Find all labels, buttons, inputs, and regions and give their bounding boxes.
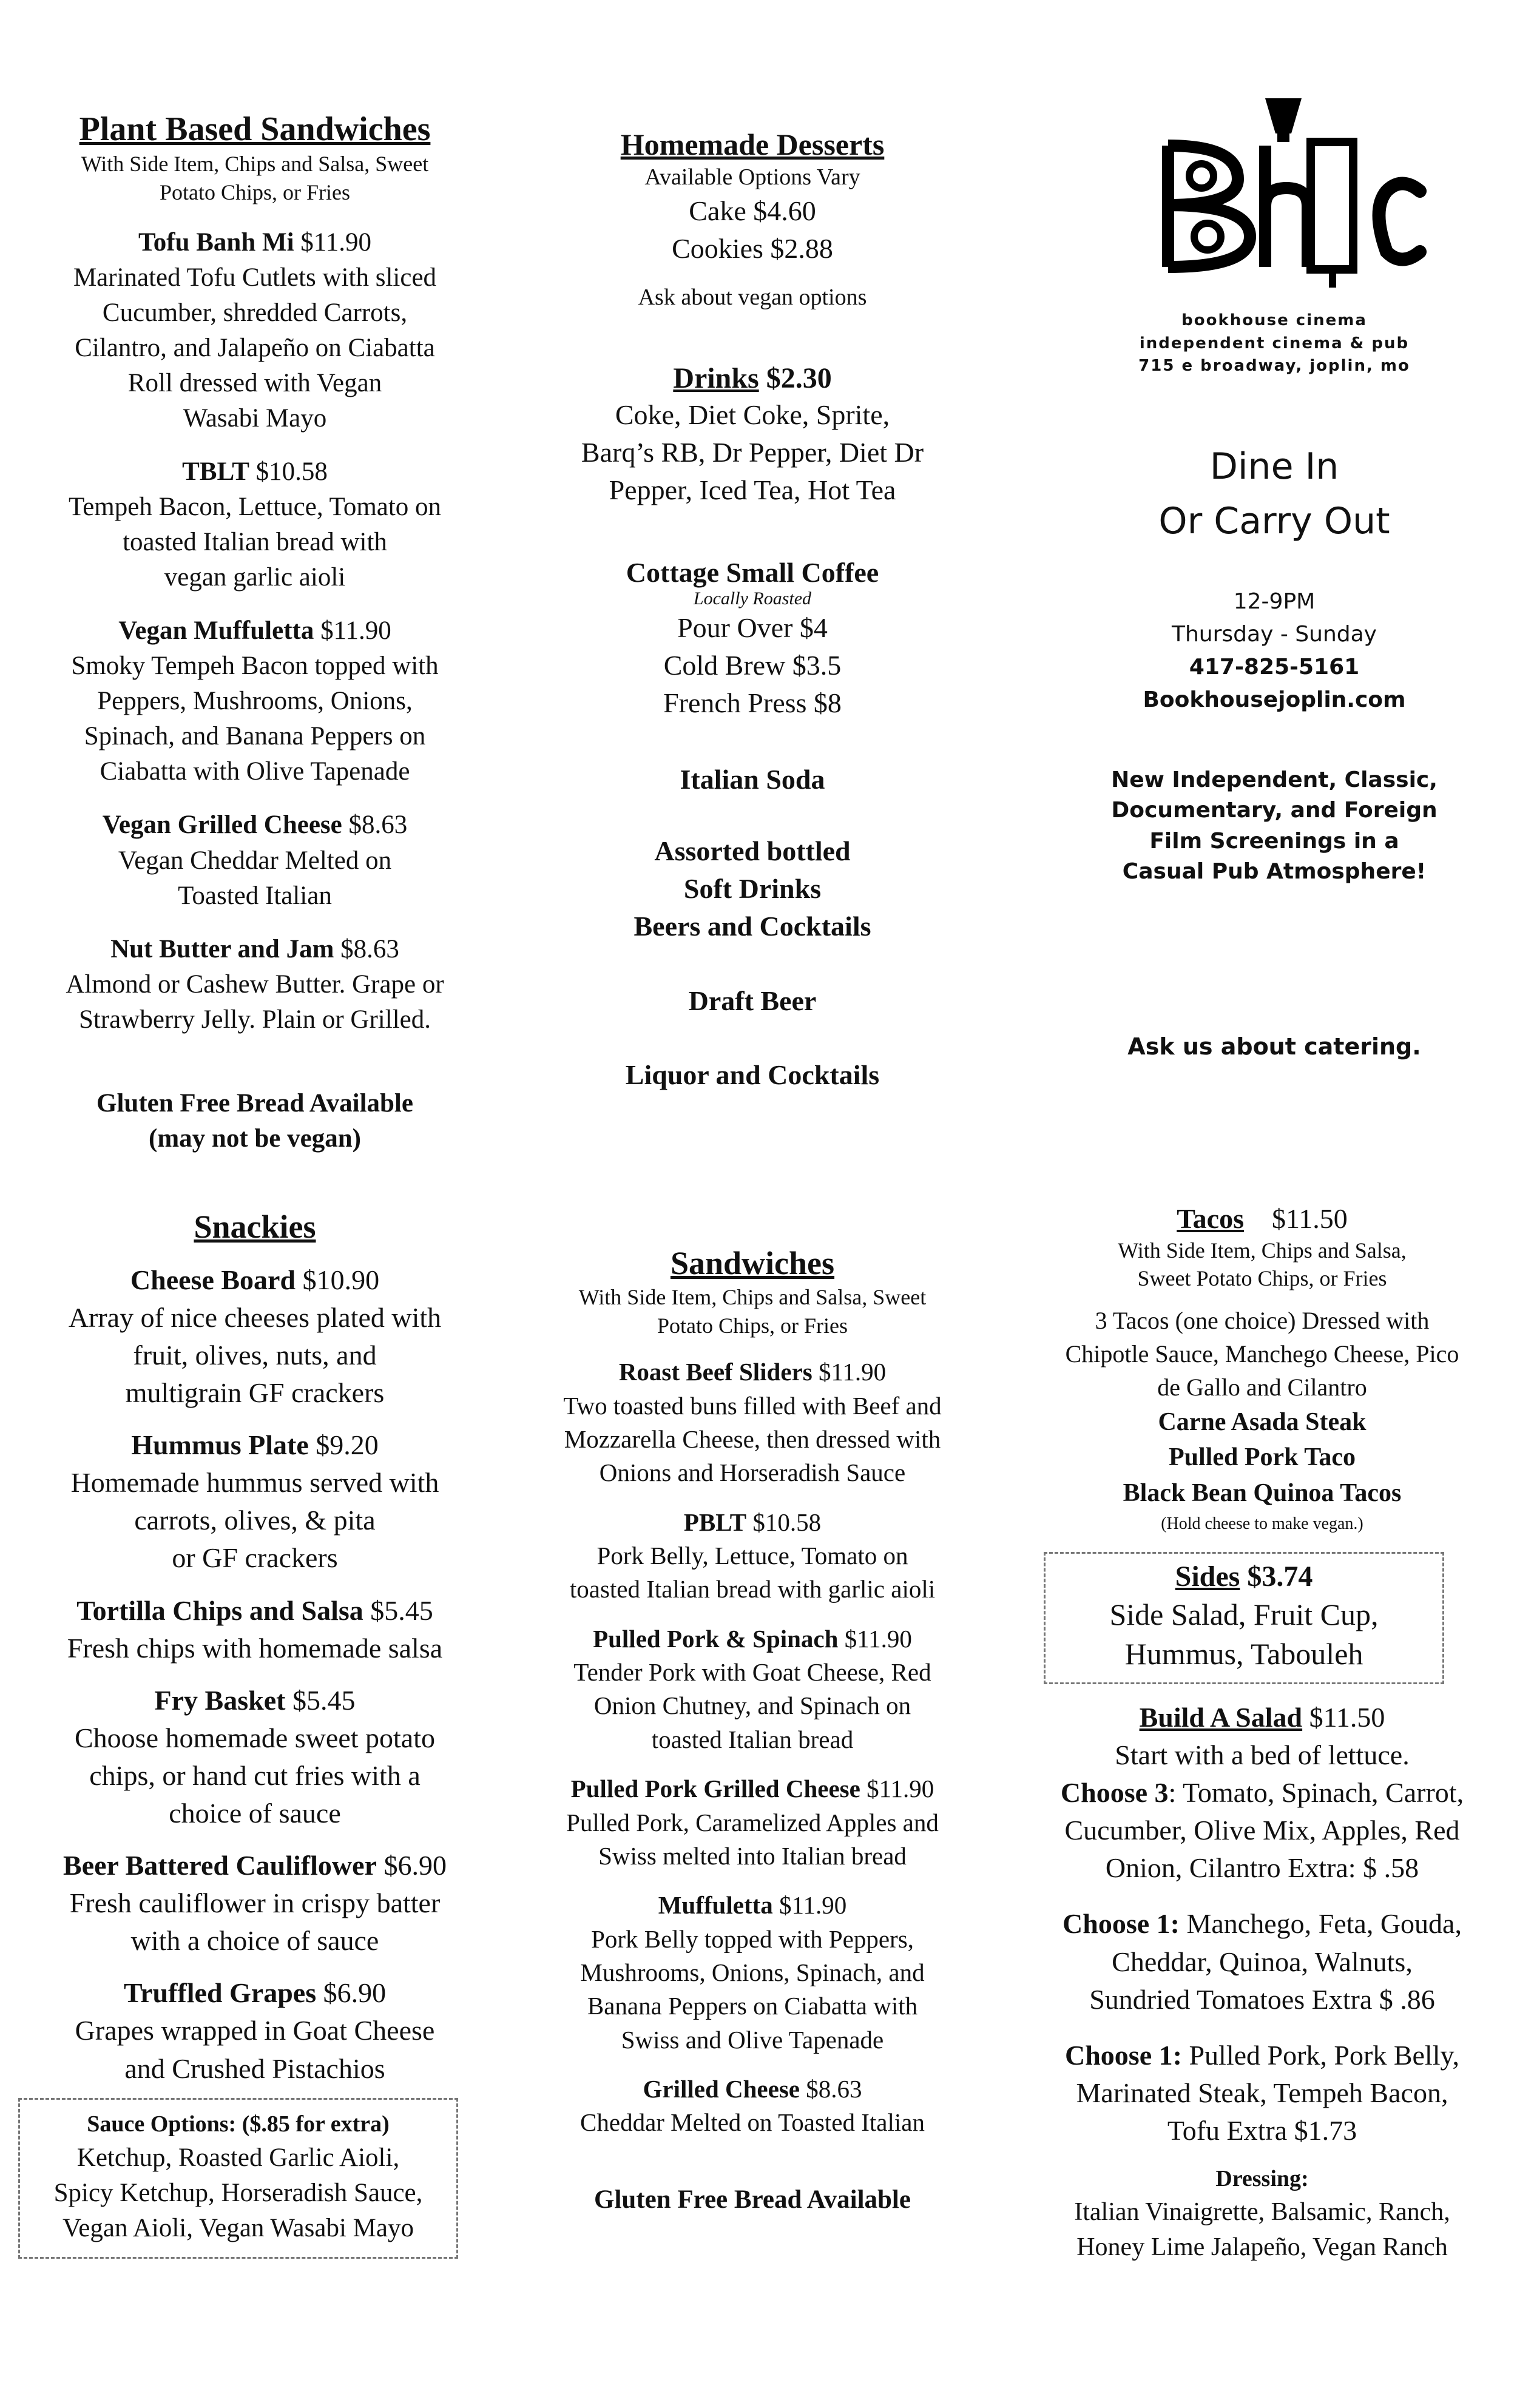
website: Bookhousejoplin.com [1143,687,1406,713]
tacos-note: (Hold cheese to make vegan.) [1161,1514,1363,1534]
sandwich-item-heading [513,1772,992,1806]
snack-item-name: Beer Battered Cauliflower [63,1850,377,1881]
sandwiches-section [513,1244,992,2217]
dressing-line-2: Honey Lime Jalapeño, Vegan Ranch [1076,2233,1448,2262]
plant-item-name: Tofu Banh Mi [138,228,294,257]
assorted-line-1: Assorted bottled [654,835,851,867]
plant-item-heading [24,613,485,649]
sandwich-item-desc-line: Mushrooms, Onions, Spinach, and [580,1958,925,1986]
salad-choose3-line-3: Onion, Cilantro Extra: $ .58 [1105,1852,1419,1884]
plant-title: Plant Based Sandwiches [79,110,431,148]
plant-item-heading [24,454,485,490]
plant-item-price: $8.63 [340,934,399,963]
plant-item [24,225,485,436]
salad-choose3-line-2: Cucumber, Olive Mix, Apples, Red [1064,1815,1460,1846]
salad-price: $11.50 [1309,1702,1385,1733]
sandwich-item-desc-line: Cheddar Melted on Toasted Italian [580,2108,925,2137]
plant-item-price: $8.63 [348,811,408,840]
plant-item-heading [24,932,485,967]
liquor-cocktails: Liquor and Cocktails [625,1059,880,1090]
sandwich-item-desc-line: Tender Pork with Goat Cheese, Red [573,1658,931,1687]
snack-item-price: $5.45 [370,1594,433,1626]
plant-item [24,808,485,913]
sandwich-item-desc-line: Pulled Pork, Caramelized Apples and [566,1808,939,1836]
sandwich-item [513,1355,992,1489]
coffee-pour-over: Pour Over $4 [677,612,828,643]
plant-item-desc-line: Peppers, Mushrooms, Onions, [97,687,413,716]
salad-choose1b-text: Pulled Pork, Pork Belly, [1181,2039,1459,2071]
drinks-line-1: Coke, Diet Coke, Sprite, [615,399,890,430]
tagline [1032,765,1517,888]
snack-item-desc-line: Fresh cauliflower in crispy batter [69,1887,441,1919]
plant-item-heading [24,808,485,843]
snack-item-desc-line: choice of sauce [169,1798,341,1829]
sandwich-item-name: Roast Beef Sliders [618,1358,813,1386]
sandwich-item-desc-line: Mozzarella Cheese, then dressed with [564,1425,941,1454]
desserts-subtitle: Available Options Vary [644,164,860,190]
snack-item [24,1974,485,2087]
sandwich-item-desc-line: Pork Belly topped with Peppers, [591,1924,914,1953]
snack-item-heading [24,1261,485,1299]
salad-choose1b-line-3: Tofu Extra $1.73 [1167,2114,1357,2146]
sandwich-item-price: $11.90 [844,1624,912,1653]
plant-item-desc-line: Smoky Tempeh Bacon topped with [71,652,439,681]
sandwich-item-desc-line: toasted Italian bread with garlic aioli [569,1575,936,1604]
sandwich-item-heading [513,1355,992,1389]
snack-item-heading [24,1592,485,1630]
plant-item-price: $10.58 [255,457,328,487]
sandwich-item [513,1506,992,1607]
salad-choose1b-line-1 [1019,2037,1505,2074]
plant-item-desc-line: Cilantro, and Jalapeño on Ciabatta [75,333,435,362]
plant-item-name: Vegan Muffuletta [118,616,314,646]
snack-item-price: $5.45 [292,1684,356,1716]
plant-gf-line-2: (may not be vegan) [149,1124,361,1153]
carry-out: Or Carry Out [1158,500,1390,543]
desserts-note: Ask about vegan options [638,284,867,310]
salad-choose3-text: : Tomato, Spinach, Carrot, [1168,1777,1464,1809]
snack-item-name: Truffled Grapes [123,1977,317,2009]
dine-in: Dine In [1209,445,1339,488]
italian-soda: Italian Soda [680,764,825,795]
desserts-title: Homemade Desserts [620,127,885,161]
sides-box [1044,1552,1444,1684]
tagline-line-2: Documentary, and Foreign [1111,798,1438,823]
sandwich-item-heading [513,1506,992,1539]
plant-gf-line-1: Gluten Free Bread Available [96,1088,413,1118]
sandwich-item-desc-line: Banana Peppers on Ciabatta with [587,1992,918,2020]
drinks-price: $2.30 [766,362,832,394]
brand-line-2: independent cinema & pub [1139,334,1410,352]
tacos-subtitle-2: Sweet Potato Chips, or Fries [1137,1266,1387,1291]
taco-option-1: Carne Asada Steak [1158,1408,1367,1436]
assorted-line-3: Beers and Cocktails [633,911,871,942]
salad-choose1a-line-3: Sundried Tomatoes Extra $ .86 [1089,1983,1435,2015]
salad-choose1a-label: Choose 1: [1063,1908,1180,1940]
salad-heading [1019,1699,1505,1736]
tacos-subtitle-1: With Side Item, Chips and Salsa, [1118,1238,1407,1263]
sides-line-2: Hummus, Tabouleh [1124,1637,1363,1671]
sandwich-item [513,1772,992,1873]
salad-choose3-line-1 [1019,1774,1505,1812]
plant-item-name: Nut Butter and Jam [110,934,334,963]
sandwich-item-heading [513,1622,992,1656]
sauce-options-box [18,2098,458,2259]
tacos-heading [1019,1201,1505,1236]
plant-item-desc-line: Ciabatta with Olive Tapenade [100,757,410,786]
plant-item [24,454,485,595]
plant-item-desc-line: Toasted Italian [178,881,332,910]
taco-option-3: Black Bean Quinoa Tacos [1123,1479,1402,1508]
drinks-heading [534,361,971,396]
snack-items [24,1261,485,2088]
sandwich-item [513,1622,992,1756]
snack-item-desc-line: Fresh chips with homemade salsa [67,1632,443,1664]
draft-beer: Draft Beer [688,985,817,1016]
snack-item-desc-line: multigrain GF crackers [125,1377,385,1409]
plant-item-desc-line: Strawberry Jelly. Plain or Grilled. [79,1005,431,1034]
drinks-title: Drinks [673,362,759,394]
plant-section [24,109,485,1156]
snack-item-desc-line: Array of nice cheeses plated with [68,1301,442,1333]
plant-item-desc-line: vegan garlic aioli [164,563,346,592]
days: Thursday - Sunday [1172,622,1377,647]
plant-item-desc-line: Roll dressed with Vegan [127,368,382,397]
plant-item-name: Vegan Grilled Cheese [102,811,342,840]
plant-item-heading [24,225,485,260]
sandwich-item-price: $11.90 [779,1891,847,1920]
snackies-section [24,1207,485,2088]
catering-note: Ask us about catering. [1127,1033,1421,1060]
sandwich-item-name: Pulled Pork & Spinach [593,1624,839,1653]
assorted-line-2: Soft Drinks [683,873,822,905]
brand-line-3: 715 e broadway, joplin, mo [1138,357,1410,376]
drinks-column [534,126,971,1094]
snack-item-desc-line: and Crushed Pistachios [124,2052,385,2084]
salad-choose3-label: Choose 3 [1060,1777,1169,1809]
sandwich-item-heading [513,2072,992,2106]
plant-item [24,613,485,789]
sandwiches-gf-note: Gluten Free Bread Available [594,2185,911,2214]
snack-item-desc-line: Homemade hummus served with [70,1467,439,1499]
sides-line-1: Side Salad, Fruit Cup, [1109,1597,1379,1631]
snack-item-desc-line: Grapes wrapped in Goat Cheese [75,2015,435,2046]
plant-item-desc-line: Marinated Tofu Cutlets with sliced [73,263,437,292]
plant-gf-note [24,1086,485,1156]
coffee-cold-brew: Cold Brew $3.5 [663,649,842,681]
snack-item-desc-line: or GF crackers [172,1542,338,1574]
sandwich-item-desc-line: Onions and Horseradish Sauce [599,1459,906,1487]
sandwich-item-desc-line: Pork Belly, Lettuce, Tomato on [596,1542,908,1570]
snack-item-heading [24,1426,485,1464]
dressing-line-1: Italian Vinaigrette, Balsamic, Ranch, [1074,2198,1450,2227]
brand-line-1: bookhouse cinema [1181,311,1367,329]
salad-choose1a-text: Manchego, Feta, Gouda, [1179,1908,1462,1940]
snack-item-desc-line: fruit, olives, nuts, and [133,1339,377,1371]
sandwich-item-price: $11.90 [818,1358,887,1386]
snack-item-desc-line: with a choice of sauce [130,1925,379,1957]
salad-choose1a-line-1 [1019,1905,1505,1943]
plant-item-desc-line: Cucumber, shredded Carrots, [102,298,408,327]
coffee-subtitle: Locally Roasted [693,588,812,609]
snack-item [24,1682,485,1832]
snack-item-desc-line: Choose homemade sweet potato [74,1722,436,1753]
salad-choose1b-line-2: Marinated Steak, Tempeh Bacon, [1076,2077,1448,2108]
sauce-line-1: Ketchup, Roasted Garlic Aioli, [76,2143,400,2173]
plant-item-desc-line: Almond or Cashew Butter. Grape or [66,970,444,999]
plant-item-desc-line: Spinach, and Banana Peppers on [84,722,426,751]
coffee-french-press: French Press $8 [663,687,842,719]
snack-item-price: $6.90 [383,1850,447,1881]
sandwich-item-name: PBLT [683,1508,747,1536]
salad-title: Build A Salad [1139,1702,1303,1733]
plant-item-price: $11.90 [320,616,391,646]
dessert-cake: Cake $4.60 [689,195,816,227]
sandwiches-title: Sandwiches [670,1245,835,1281]
snack-item-price: $9.20 [316,1429,379,1461]
tacos-title: Tacos [1177,1203,1244,1234]
coffee-title: Cottage Small Coffee [626,556,879,588]
sauce-line-2: Spicy Ketchup, Horseradish Sauce, [53,2179,423,2208]
tacos-section [1019,1201,1505,1537]
snack-item-heading [24,1974,485,2012]
snack-item-heading [24,1847,485,1884]
sandwich-item-price: $11.90 [867,1775,934,1803]
snack-item [24,1847,485,1960]
phone: 417-825-5161 [1189,655,1360,680]
hours: 12-9PM [1233,589,1316,615]
salad-choose1a-line-2: Cheddar, Quinoa, Walnuts, [1112,1946,1413,1977]
sauce-options-title: Sauce Options: ($.85 for extra) [87,2111,390,2137]
snack-item-heading [24,1682,485,1719]
tacos-price: $11.50 [1271,1203,1348,1234]
sandwich-item [513,1889,992,2057]
sides-title: Sides [1175,1560,1240,1593]
sandwich-item [513,2072,992,2140]
snack-item-name: Fry Basket [154,1684,286,1716]
tacos-desc-1: 3 Tacos (one choice) Dressed with [1095,1307,1430,1335]
salad-intro: Start with a bed of lettuce. [1115,1739,1410,1771]
sandwich-item-desc-line: Swiss and Olive Tapenade [621,2025,884,2054]
plant-item [24,932,485,1037]
sandwich-item-price: $8.63 [806,2074,862,2103]
salad-choose1b-label: Choose 1: [1065,2039,1182,2071]
dessert-cookies: Cookies $2.88 [672,233,833,265]
sandwich-item-desc-line: Onion Chutney, and Spinach on [593,1691,911,1720]
bhc-logo [1032,91,1517,309]
plant-item-desc-line: Tempeh Bacon, Lettuce, Tomato on [68,493,442,522]
salad-section [1019,1699,1505,2265]
plant-items [24,225,485,1037]
tagline-line-4: Casual Pub Atmosphere! [1122,859,1427,885]
sandwich-items [513,1355,992,2139]
snack-item-price: $10.90 [302,1264,380,1295]
plant-item-desc-line: Vegan Cheddar Melted on [118,846,392,875]
tagline-line-3: Film Screenings in a [1149,828,1399,854]
bhc-logo-icon [1032,91,1517,309]
plant-subtitle-2: Potato Chips, or Fries [159,180,350,204]
snack-item [24,1592,485,1667]
tacos-desc-2: Chipotle Sauce, Manchego Cheese, Pico [1065,1340,1459,1368]
sides-price: $3.74 [1247,1560,1313,1593]
tacos-desc-3: de Gallo and Cilantro [1157,1374,1367,1401]
plant-item-price: $11.90 [300,228,371,257]
sandwich-item-desc-line: Swiss melted into Italian bread [598,1841,907,1870]
plant-item-name: TBLT [182,457,249,487]
sandwich-item-name: Grilled Cheese [643,2074,800,2103]
sandwich-item-heading [513,1889,992,1922]
snack-item-name: Cheese Board [130,1264,296,1295]
taco-option-2: Pulled Pork Taco [1168,1443,1356,1472]
brand-column [1032,91,1517,1060]
dressing-title: Dressing: [1215,2166,1309,2192]
plant-subtitle-1: With Side Item, Chips and Salsa, Sweet [81,152,429,177]
sandwiches-subtitle-1: With Side Item, Chips and Salsa, Sweet [578,1284,927,1309]
sandwich-item-price: $10.58 [752,1508,822,1536]
plant-item-desc-line: toasted Italian bread with [123,528,387,557]
snack-item-name: Hummus Plate [131,1429,309,1461]
sandwiches-subtitle-2: Potato Chips, or Fries [657,1313,848,1338]
snackies-title: Snackies [194,1209,316,1245]
tagline-line-1: New Independent, Classic, [1111,767,1438,793]
drinks-line-2: Barq’s RB, Dr Pepper, Diet Dr [581,436,924,468]
plant-item-desc-line: Wasabi Mayo [183,404,327,433]
sauce-line-3: Vegan Aioli, Vegan Wasabi Mayo [63,2214,414,2243]
sandwich-item-desc-line: toasted Italian bread [651,1725,854,1753]
snack-item-price: $6.90 [323,1977,387,2009]
sandwich-item-desc-line: Two toasted buns filled with Beef and [563,1391,942,1420]
snack-item [24,1426,485,1577]
snack-item-desc-line: carrots, olives, & pita [134,1505,376,1536]
sandwich-item-name: Pulled Pork Grilled Cheese [570,1775,860,1803]
snack-item-desc-line: chips, or hand cut fries with a [89,1759,421,1791]
drinks-line-3: Pepper, Iced Tea, Hot Tea [609,474,896,505]
sandwich-item-name: Muffuletta [658,1891,773,1920]
snack-item-name: Tortilla Chips and Salsa [76,1594,363,1626]
snack-item [24,1261,485,1412]
